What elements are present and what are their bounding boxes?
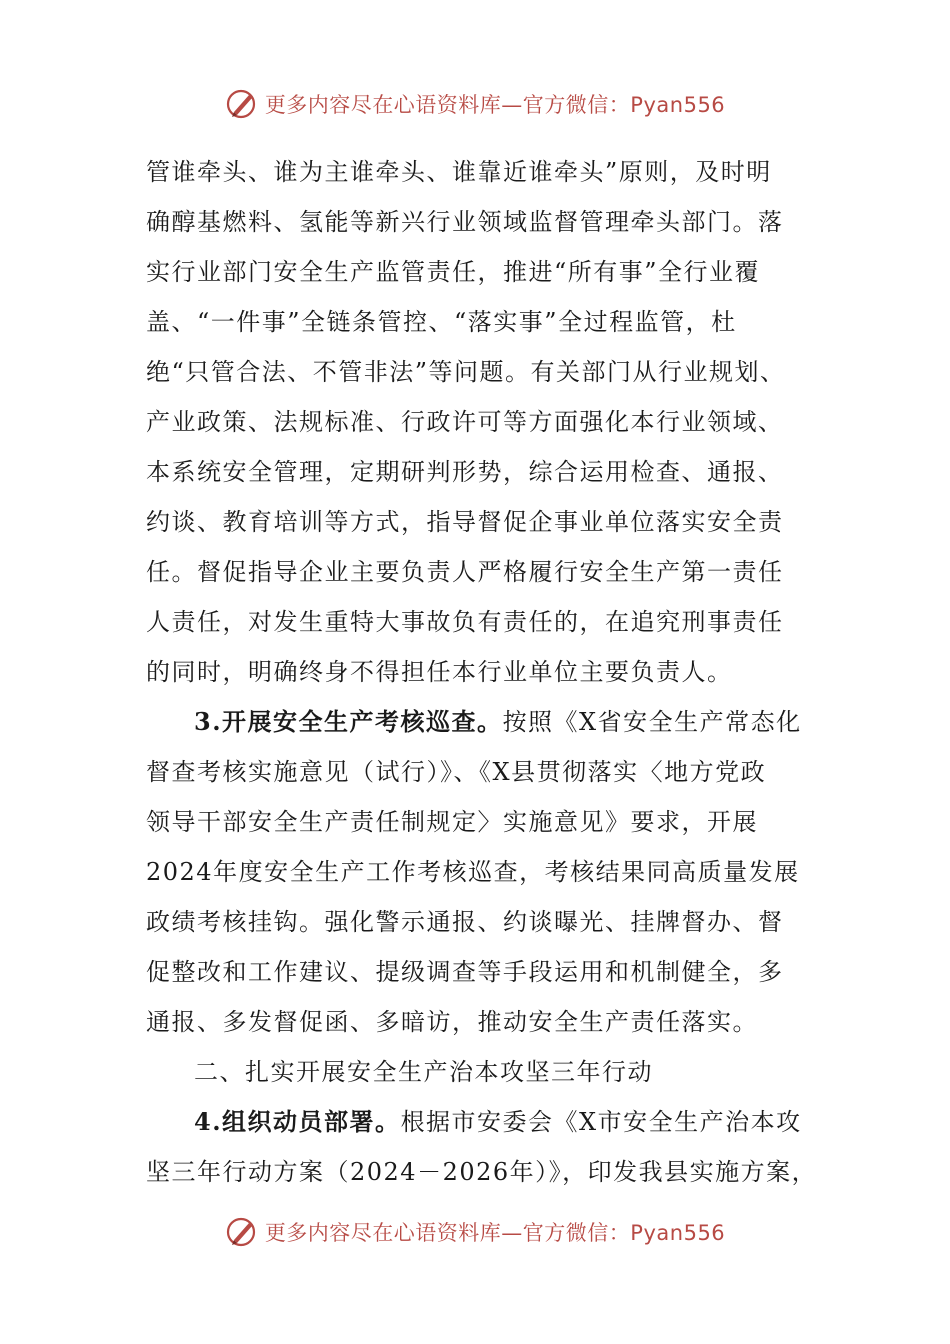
pen-logo-icon — [225, 87, 259, 121]
header-banner — [0, 80, 950, 128]
pen-logo-icon — [225, 1215, 259, 1249]
item3-first-rest: 按照《X省安全生产常态化 — [502, 708, 802, 736]
text-line: 管谁牵头、谁为主谁牵头、谁靠近谁牵头”原则，及时明 — [146, 158, 772, 186]
text-line: 盖、“一件事”全链条管控、“落实事”全过程监管，杜 — [146, 308, 737, 336]
text-line: 约谈、教育培训等方式，指导督促企事业单位落实安全责 — [146, 508, 784, 536]
text-line: 本系统安全管理，定期研判形势，综合运用检查、通报、 — [146, 458, 784, 486]
footer-banner — [0, 1208, 950, 1256]
text-line: 政绩考核挂钩。强化警示通报、约谈曝光、挂牌督办、督 — [146, 908, 784, 936]
text-line: 的同时，明确终身不得担任本行业单位主要负责人。 — [146, 658, 733, 686]
text-line: 产业政策、法规标准、行政许可等方面强化本行业领域、 — [146, 408, 784, 436]
text-line: 绝“只管合法、不管非法”等问题。有关部门从行业规划、 — [146, 358, 786, 386]
header-banner-text: 更多内容尽在心语资料库—官方微信：Pyan556 — [264, 93, 726, 117]
text-line: 坚三年行动方案（2024－2026年）》，印发我县实施方案， — [146, 1158, 818, 1186]
section2-title: 二、扎实开展安全生产治本攻坚三年行动 — [194, 1058, 653, 1086]
text-line: 确醇基燃料、氢能等新兴行业领域监督管理牵头部门。落 — [146, 208, 784, 236]
item4-first-line — [146, 1097, 808, 1147]
text-line: 人责任，对发生重特大事故负有责任的，在追究刑事责任 — [146, 608, 784, 636]
text-line: 任。督促指导企业主要负责人严格履行安全生产第一责任 — [146, 558, 784, 586]
item4-first-rest: 根据市安委会《X市安全生产治本攻 — [400, 1108, 802, 1136]
text-line: 促整改和工作建议、提级调查等手段运用和机制健全，多 — [146, 958, 784, 986]
footer-banner-text: 更多内容尽在心语资料库—官方微信：Pyan556 — [264, 1221, 726, 1245]
text-line: 2024年度安全生产工作考核巡查，考核结果同高质量发展 — [146, 858, 800, 886]
item4-heading: 4.组织动员部署。 — [194, 1107, 401, 1136]
body-text — [146, 147, 818, 1197]
item3-heading: 3.开展安全生产考核巡查。 — [194, 707, 503, 736]
text-line: 通报、多发督促函、多暗访，推动安全生产责任落实。 — [146, 1008, 758, 1036]
item3-first-line — [146, 697, 808, 747]
text-line: 督查考核实施意见（试行）》、《X县贯彻落实〈地方党政 — [146, 758, 767, 786]
text-line: 实行业部门安全生产监管责任，推进“所有事”全行业覆 — [146, 258, 761, 286]
text-line: 领导干部安全生产责任制规定〉实施意见》要求，开展 — [146, 808, 758, 836]
